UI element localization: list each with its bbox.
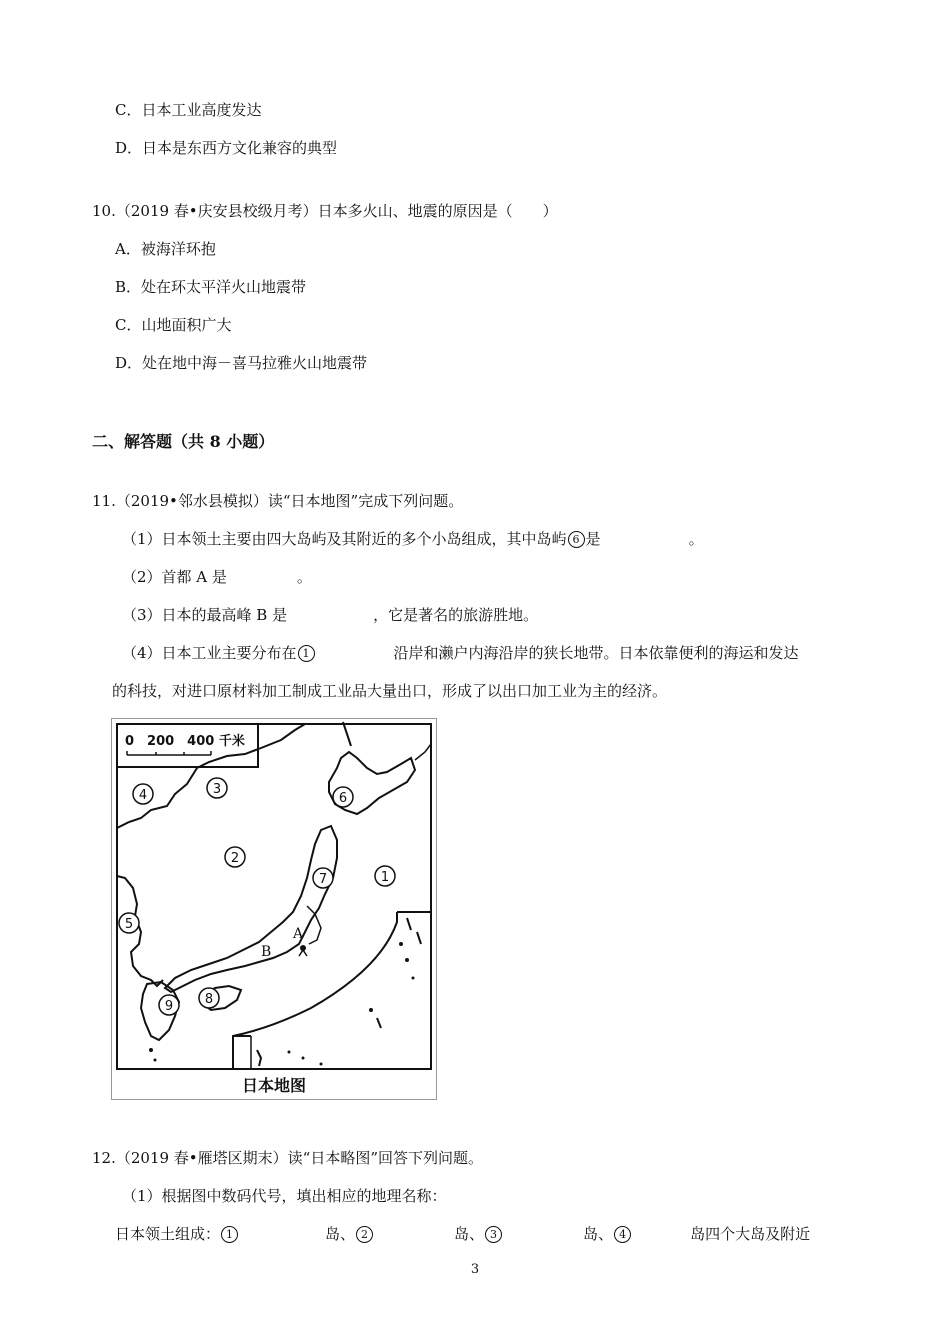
circle-number: 3	[485, 1226, 502, 1243]
circle-number: 6	[568, 531, 585, 548]
circle-number: 1	[298, 645, 315, 662]
circle-number: 2	[356, 1226, 373, 1243]
map-label-7	[313, 868, 333, 888]
circle-number: 4	[614, 1226, 631, 1243]
q10-option-b: B．处在环太平洋火山地震带	[115, 278, 307, 296]
svg-text:8: 8	[204, 992, 214, 1007]
map-label-4	[133, 784, 153, 804]
japan-map-figure	[111, 718, 437, 1100]
q12-part1: （1）根据图中数码代号，填出相应的地理名称：	[122, 1187, 447, 1205]
q12-stem: 12.（2019 春•雁塔区期末）读“日本略图”回答下列问题。	[92, 1149, 483, 1167]
map-label-1	[375, 866, 395, 886]
q11-part3: （3）日本的最高峰 B 是 ，它是著名的旅游胜地。	[122, 606, 539, 624]
svg-text:2: 2	[230, 851, 240, 866]
point-a-label: A	[293, 926, 304, 942]
point-b-label: B	[261, 944, 272, 960]
q9-option-d: D．日本是东西方文化兼容的典型	[115, 139, 338, 157]
scale-text: 0 200 400 千米	[125, 734, 245, 749]
q10-option-a: A．被海洋环抱	[115, 240, 216, 258]
q11-part1: （1）日本领土主要由四大岛屿及其附近的多个小岛组成，其中岛屿 6 是 。	[122, 530, 704, 548]
svg-text:9: 9	[164, 999, 174, 1014]
svg-text:3: 3	[212, 782, 222, 797]
map-label-3	[207, 778, 227, 798]
svg-text:4: 4	[138, 788, 148, 803]
q9-option-c: C．日本工业高度发达	[115, 101, 262, 119]
map-label-9	[159, 995, 179, 1015]
japan-map	[111, 718, 437, 1100]
q11-stem: 11.（2019•邻水县模拟）读“日本地图”完成下列问题。	[92, 492, 464, 510]
q10-option-d: D．处在地中海－喜马拉雅火山地震带	[115, 354, 368, 372]
map-label-8	[199, 988, 219, 1008]
circle-number: 1	[221, 1226, 238, 1243]
q11-part4: （4）日本工业主要分布在 1 沿岸和濑户内海沿岸的狭长地带。日本依靠便利的海运和发达	[122, 644, 799, 662]
q11-part2: （2）首都 A 是 。	[122, 568, 312, 586]
map-caption: 日本地图	[241, 1076, 307, 1095]
q10-option-c: C．山地面积广大	[115, 316, 232, 334]
svg-text:1: 1	[380, 870, 390, 885]
map-label-5	[119, 913, 139, 933]
q11-part4-continued: 的科技，对进口原材料加工制成工业品大量出口，形成了以出口加工业为主的经济。	[112, 682, 668, 700]
svg-text:5: 5	[124, 917, 134, 932]
q10-stem: 10.（2019 春•庆安县校级月考）日本多火山、地震的原因是（ ）	[92, 202, 558, 220]
q12-part1-fill: 日本领土组成： 1 岛、 2 岛、 3 岛、 4 岛四个大岛及附近	[115, 1225, 811, 1243]
svg-text:6: 6	[338, 791, 348, 806]
map-label-2	[225, 847, 245, 867]
svg-text:7: 7	[318, 872, 328, 887]
map-label-6	[333, 787, 353, 807]
page-number: 3	[470, 1262, 480, 1277]
section-heading: 二、解答题（共 8 小题）	[92, 432, 275, 451]
